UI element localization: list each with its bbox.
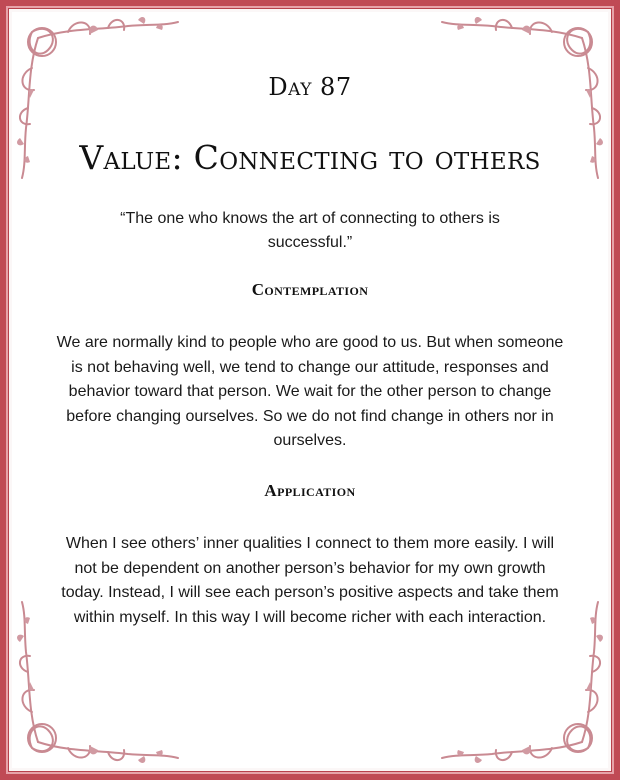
section-heading-contemplation: Contemplation <box>251 280 369 299</box>
day-label: Day 87 <box>268 73 352 101</box>
section-text-application: When I see others’ inner qualities I connect to them more easily. I will not be dependent on another person’s behavior for my own growth today. Instead, I will see each person’s positive aspects and take them within myself. In this way I will become richer with each interaction. <box>61 535 559 626</box>
section-text-contemplation: We are normally kind to people who are good to us. But when someone is not behaving well, we tend to change our attitude, responses and behavior toward that person. We wait for the other person to change before changing ourselves. So we do not find change in others nor in ourselves. <box>56 334 564 450</box>
section-heading-application: Application <box>264 481 356 500</box>
page-title: Value: Connecting to others <box>79 138 541 177</box>
quote-text: “The one who knows the art of connecting to others is successful.” <box>120 210 500 251</box>
